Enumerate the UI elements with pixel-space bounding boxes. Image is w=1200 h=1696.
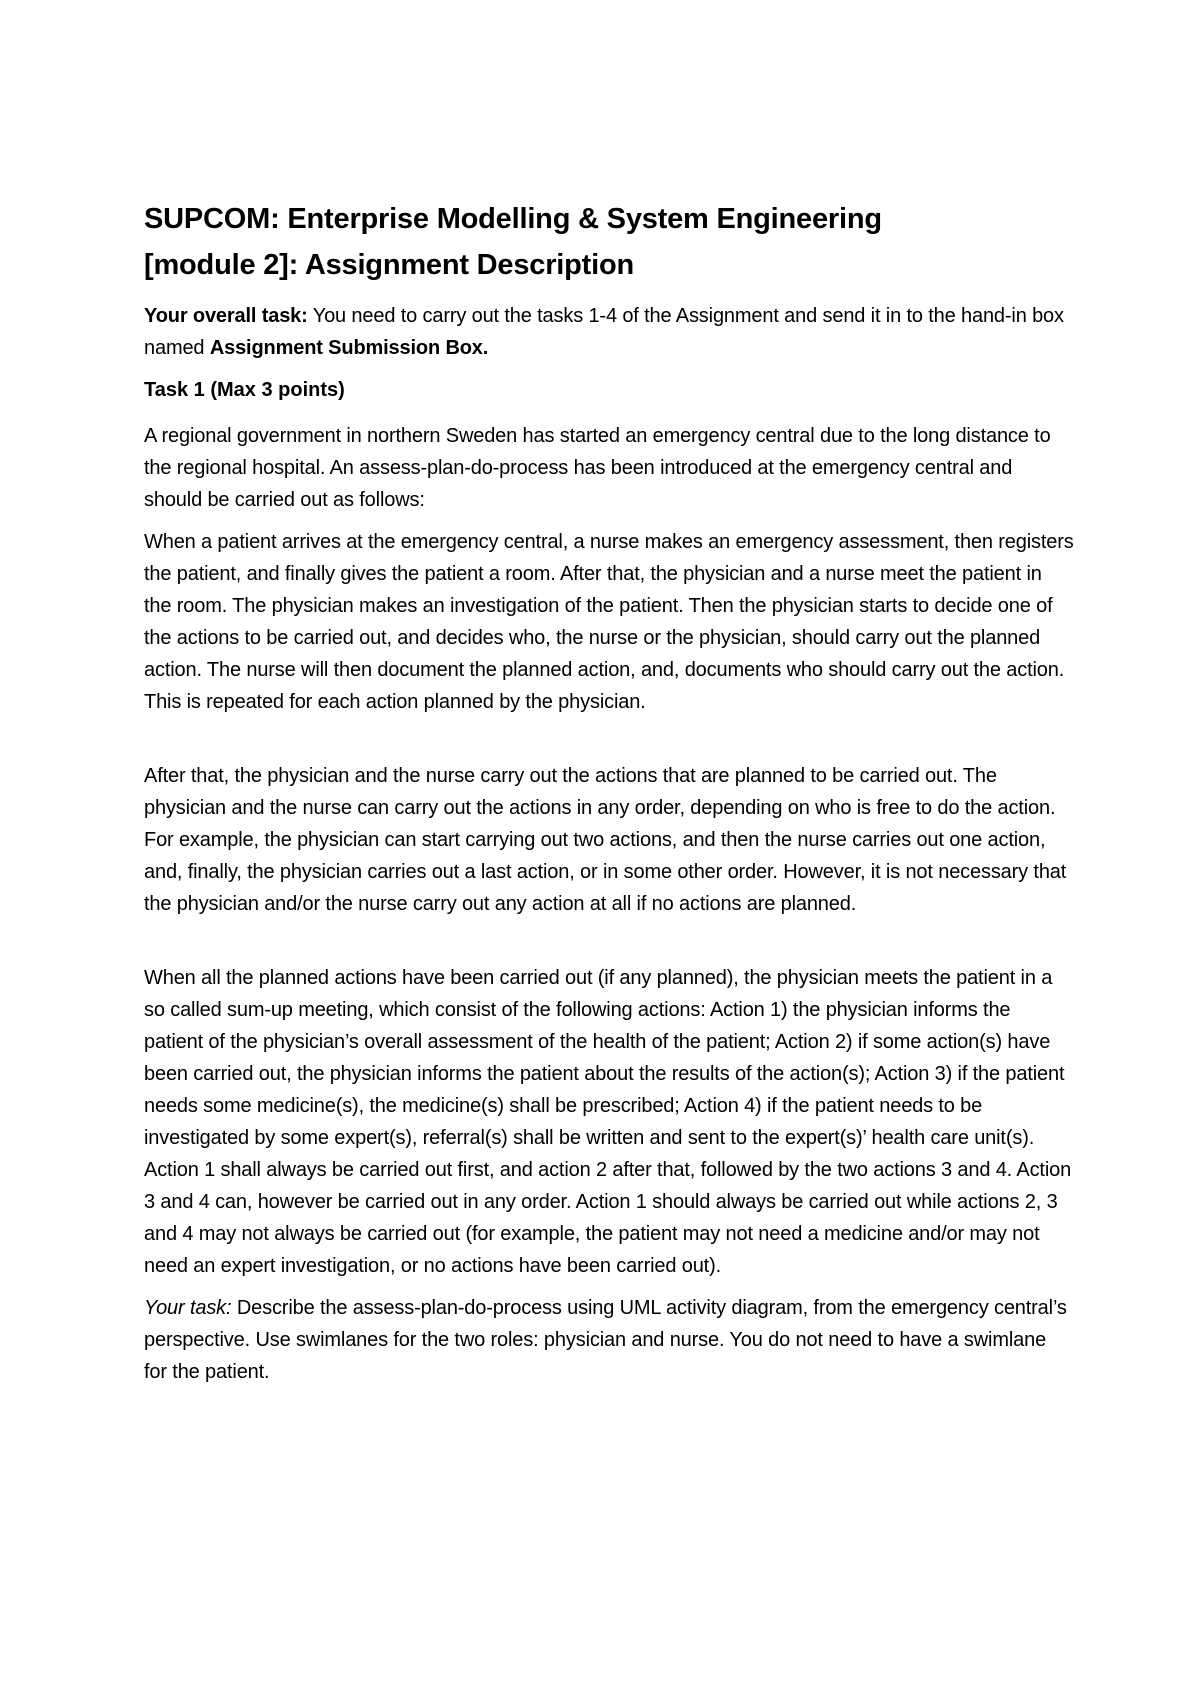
overall-task-paragraph [144, 300, 1074, 364]
overall-task-label: Your overall task: [144, 305, 308, 327]
your-task-text: Describe the assess-plan-do-process using UML activity diagram, from the emergency central’s perspective. Use swimlanes for the two roles: physician and nurse. You do not need to have a swimlane for the patient. [144, 1297, 1067, 1383]
intro-paragraph: A regional government in northern Sweden has started an emergency central due to the long distance to the regional hospital. An assess-plan-do-process has been introduced at the emergency central and should be carried out as follows: [144, 425, 1051, 511]
your-task-label: Your task: [144, 1297, 232, 1319]
process-paragraph-1: When a patient arrives at the emergency central, a nurse makes an emergency assessment, then registers the patient, and finally gives the patient a room. After that, the physician and a nurse meet the patient in the room. The physician makes an investigation of the patient. Then the physician starts to decide one of the actions to be carried out, and decides who, the nurse or the physician, should carry out the planned action. The nurse will then document the planned action, and, documents who should carry out the action. This is repeated for each action planned by the physician. [144, 531, 1074, 713]
submission-box-name: Assignment Submission Box. [209, 337, 489, 359]
task1-heading: Task 1 (Max 3 points) [144, 379, 345, 401]
process-paragraph-2: After that, the physician and the nurse carry out the actions that are planned to be carried out. The physician and the nurse can carry out the actions in any order, depending on who is free to do the action. For example, the physician can start carrying out two actions, and then the nurse carries out one action, and, finally, the physician carries out a last action, or in some other order. However, it is not necessary that the physician and/or the nurse carry out any action at all if no actions are planned. [144, 765, 1067, 915]
overall-task-text: You need to carry out the tasks 1-4 of the Assignment and send it in to the hand-in box named [144, 305, 1064, 359]
your-task-paragraph [144, 1292, 1074, 1388]
process-paragraph-3: When all the planned actions have been carried out (if any planned), the physician meets the patient in a so called sum-up meeting, which consist of the following actions: Action 1) the physician informs the patient of the physician’s overall assessment of the health of the patient; Action 2) if some action(s) have been carried out, the physician informs the patient about the results of the action(s); Action 3) if the patient needs some medicine(s), the medicine(s) shall be prescribed; Action 4) if the patient needs to be investigated by some expert(s), referral(s) shall be written and sent to the expert(s)’ health care unit(s). Action 1 shall always be carried out first, and action 2 after that, followed by the two actions 3 and 4. Action 3 and 4 can, however be carried out in any order. Action 1 should always be carried out while actions 2, 3 and 4 may not always be carried out (for example, the patient may not need a medicine and/or may not need an expert investigation, or no actions have been carried out). [144, 967, 1072, 1277]
document-title [144, 196, 1074, 288]
title-line-1: SUPCOM: Enterprise Modelling & System Engineering [144, 203, 882, 235]
document-content [144, 196, 1074, 1398]
title-line-2: [module 2]: Assignment Description [144, 249, 635, 281]
